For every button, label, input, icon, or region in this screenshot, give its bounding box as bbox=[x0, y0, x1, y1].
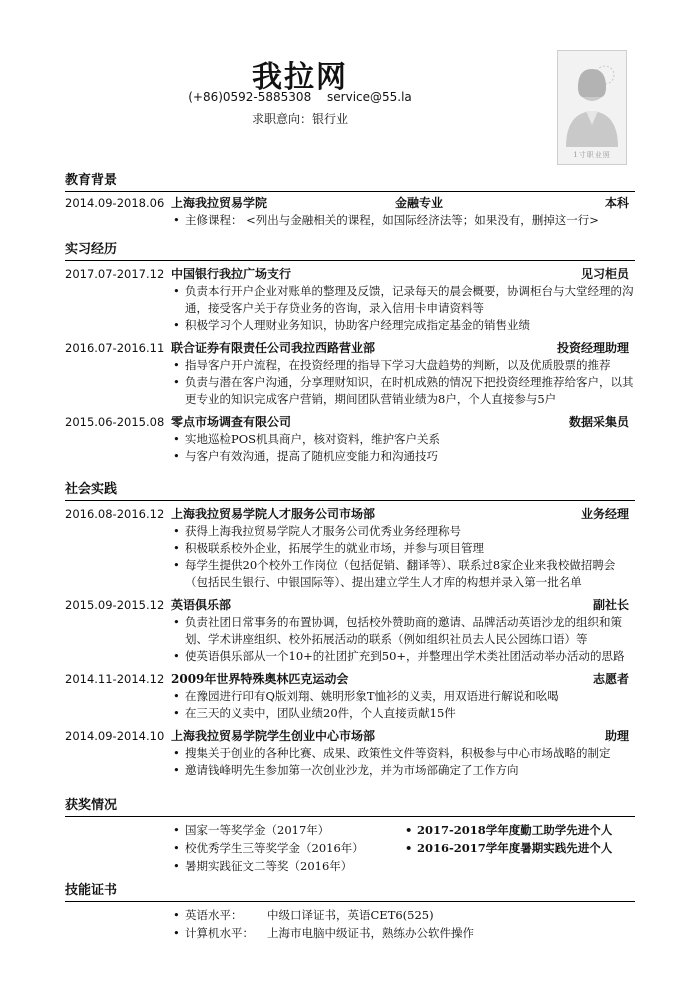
entry-date: 2014.11-2014.12 bbox=[65, 672, 165, 686]
awards-section bbox=[65, 797, 635, 877]
social-entry bbox=[65, 670, 635, 722]
entry-role: 副社长 bbox=[592, 598, 629, 612]
entry-role: 助理 bbox=[604, 729, 629, 743]
entry-organization: 联合证券有限责任公司我拉西路营业部 bbox=[171, 341, 376, 355]
list-item: • 负责本行开户企业对账单的整理及反馈，记录每天的晨会概要，协调柜台与大堂经理的沟通，接受客户关于存贷业务的咨询，录入信用卡申请资料等 bbox=[171, 283, 635, 317]
entry-date: 2017.07-2017.12 bbox=[65, 267, 165, 281]
social-practice-section bbox=[65, 481, 635, 779]
entry-date: 2016.07-2016.11 bbox=[65, 341, 165, 355]
list-item: • 在三天的义卖中，团队业绩20件，个人直接贡献15件 bbox=[171, 705, 635, 722]
awards-list bbox=[171, 821, 635, 877]
resume-header bbox=[0, 0, 700, 170]
entry-organization: 上海我拉贸易学院学生创业中心市场部 bbox=[171, 729, 376, 743]
internship-section bbox=[65, 241, 635, 465]
section-title-internship: 实习经历 bbox=[65, 242, 118, 257]
section-title-education: 教育背景 bbox=[65, 173, 118, 188]
entry-organization: 中国银行我拉广场支行 bbox=[171, 267, 292, 281]
section-divider bbox=[65, 500, 635, 501]
social-entry bbox=[65, 505, 635, 591]
list-item: • 负责社团日常事务的布置协调，包括校外赞助商的邀请、品牌活动英语沙龙的组织和策划、学术讲座组织、校外拓展活动的联系（例如组织社员去人民公园练口语）等 bbox=[171, 614, 635, 648]
list-item: • 邀请钱峰明先生参加第一次创业沙龙，并为市场部确定了工作方向 bbox=[171, 762, 635, 779]
entry-date: 2016.08-2016.12 bbox=[65, 507, 165, 521]
entry-role: 投资经理助理 bbox=[556, 341, 629, 355]
internship-entry bbox=[65, 265, 635, 334]
skill-label: • 英语水平： bbox=[185, 908, 243, 922]
list-item bbox=[171, 924, 635, 942]
entry-role: 数据采集员 bbox=[568, 415, 629, 429]
social-entry bbox=[65, 727, 635, 779]
applicant-name: 我拉网 bbox=[252, 60, 348, 95]
skill-label: • 计算机水平： bbox=[185, 926, 254, 940]
contact-line bbox=[0, 90, 600, 104]
section-divider bbox=[65, 816, 635, 817]
list-item: • 积极学习个人理财业务知识，协助客户经理完成指定基金的销售业绩 bbox=[171, 317, 635, 334]
list-item: • 暑期实践征文二等奖（2016年） bbox=[171, 857, 352, 875]
person-silhouette-icon bbox=[558, 51, 626, 164]
list-item bbox=[171, 906, 635, 924]
email-address: service@55.la bbox=[327, 90, 412, 104]
list-item: • 2017-2018学年度勤工助学先进个人 bbox=[403, 821, 612, 839]
entry-role: 业务经理 bbox=[580, 507, 629, 521]
list-item: • 搜集关于创业的各种比赛、成果、政策性文件等资料，积极参与中心市场战略的制定 bbox=[171, 745, 635, 762]
entry-organization: 上海我拉贸易学院人才服务公司市场部 bbox=[171, 507, 376, 521]
list-item: • 与客户有效沟通，提高了随机应变能力和沟通技巧 bbox=[171, 448, 635, 465]
entry-degree: 本科 bbox=[604, 196, 629, 210]
skill-value: 中级口译证书，英语CET6(525) bbox=[267, 908, 434, 922]
list-item: • 国家一等奖学金（2017年） bbox=[171, 821, 329, 839]
photo-placeholder bbox=[557, 50, 627, 165]
section-divider bbox=[65, 901, 635, 902]
skills-section bbox=[65, 882, 635, 942]
internship-entry bbox=[65, 339, 635, 408]
entry-organization: 2009年世界特殊奥林匹克运动会 bbox=[171, 672, 349, 686]
list-item: • 2016-2017学年度暑期实践先进个人 bbox=[403, 839, 612, 857]
entry-date: 2015.09-2015.12 bbox=[65, 598, 165, 612]
section-title-skills: 技能证书 bbox=[65, 883, 118, 898]
list-item: • 负责与潜在客户沟通，分享理财知识，在时机成熟的情况下把投资经理推荐给客户，以其更专业的知识完成客户营销，期间团队营销业绩为8户，个人直接参与5户 bbox=[171, 374, 635, 408]
list-item: • 在豫园进行印有Q版刘翔、姚明形象T恤衫的义卖，用双语进行解说和吆喝 bbox=[171, 688, 635, 705]
entry-organization: 英语俱乐部 bbox=[171, 598, 232, 612]
list-item: • 每学生提供20个校外工作岗位（包括促销、翻译等）、联系过8家企业来我校做招聘会（包括民生银行、中银国际等）、提出建立学生人才库的构想并录入第一批名单 bbox=[171, 557, 635, 591]
job-objective: 求职意向：银行业 bbox=[251, 112, 348, 126]
entry-role: 志愿者 bbox=[592, 672, 629, 686]
skill-value: 上海市电脑中级证书，熟练办公软件操作 bbox=[267, 926, 474, 940]
internship-entry bbox=[65, 413, 635, 465]
section-divider bbox=[65, 191, 635, 192]
list-item: • 主修课程： <列出与金融相关的课程，如国际经济法等；如果没有，删掉这一行> bbox=[171, 212, 635, 229]
photo-caption: 1寸职业照 bbox=[573, 151, 611, 159]
section-divider bbox=[65, 260, 635, 261]
entry-organization: 上海我拉贸易学院 bbox=[171, 196, 268, 210]
entry-date: 2014.09-2014.10 bbox=[65, 729, 165, 743]
entry-organization: 零点市场调查有限公司 bbox=[171, 415, 292, 429]
entry-major: 金融专业 bbox=[395, 196, 444, 210]
list-item: • 校优秀学生三等奖学金（2016年） bbox=[171, 839, 364, 857]
entry-date: 2014.09-2018.06 bbox=[65, 196, 165, 210]
education-section bbox=[65, 172, 635, 229]
list-item: • 获得上海我拉贸易学院人才服务公司优秀业务经理称号 bbox=[171, 523, 635, 540]
entry-role: 见习柜员 bbox=[580, 267, 629, 281]
education-entry bbox=[65, 194, 635, 229]
section-title-awards: 获奖情况 bbox=[65, 798, 118, 813]
list-item: • 指导客户开户流程，在投资经理的指导下学习大盘趋势的判断，以及优质股票的推荐 bbox=[171, 357, 635, 374]
list-item: • 使英语俱乐部从一个10+的社团扩充到50+，并整理出学术类社团活动举办活动的思路 bbox=[171, 648, 635, 665]
list-item: • 积极联系校外企业，拓展学生的就业市场，并参与项目管理 bbox=[171, 540, 635, 557]
section-title-social: 社会实践 bbox=[65, 482, 118, 497]
skills-list bbox=[171, 906, 635, 942]
list-item: • 实地巡检POS机具商户，核对资料，维护客户关系 bbox=[171, 431, 635, 448]
phone-number: (+86)0592-5885308 bbox=[188, 90, 312, 104]
social-entry bbox=[65, 596, 635, 665]
entry-date: 2015.06-2015.08 bbox=[65, 415, 165, 429]
